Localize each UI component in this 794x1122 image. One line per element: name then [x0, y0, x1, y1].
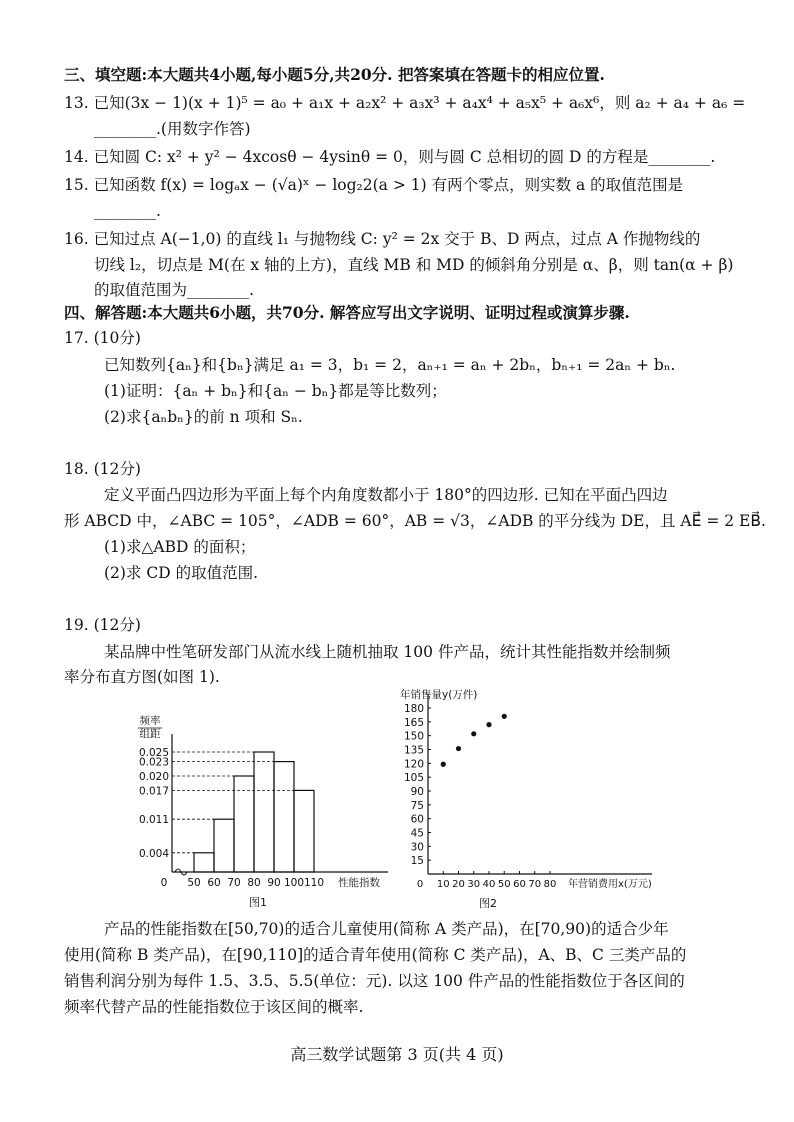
x-tick-label: 10 — [436, 879, 450, 890]
y-tick-label: 165 — [403, 716, 424, 729]
section-3-header: 三、填空题:本大题共4小题,每小题5分,共20分. 把答案填在答题卡的相应位置. — [64, 65, 605, 84]
y-tick-label: 105 — [403, 772, 424, 785]
question-18-header: 18. (12分) — [64, 460, 141, 478]
question-13: 13. 已知(3x − 1)(x + 1)⁵ = a₀ + a₁x + a₂x² + a₃x³ + a₄x⁴ + a₅x⁵ + a₆x⁶，则 a₂ + a₄ + a₆ = — [64, 94, 746, 112]
y-tick-label: 0.025 — [138, 747, 169, 759]
x-tick-label: 0 — [160, 877, 168, 889]
x-tick-label: 60 — [513, 879, 526, 890]
y-axis-label — [140, 714, 161, 740]
question-17-part-2: (2)求{aₙbₙ}的前 n 项和 Sₙ. — [104, 408, 303, 426]
question-17-header: 17. (10分) — [64, 329, 141, 347]
y-tick-label: 0.011 — [138, 814, 169, 827]
x-tick-label: 30 — [467, 879, 481, 890]
x-tick-label: 110 — [303, 877, 325, 889]
y-tick-label: 15 — [410, 855, 424, 868]
histogram-bar — [294, 790, 314, 872]
y-tick-label: 0.017 — [138, 785, 169, 798]
data-point — [441, 762, 446, 767]
y-tick-label: 45 — [410, 827, 424, 840]
question-18-body-1: 定义平面凸四边形为平面上每个内角度数都小于 180°的四边形. 已知在平面凸四边 — [104, 486, 668, 504]
histogram-bar — [254, 752, 274, 872]
question-16-line-2: 切线 l₂，切点是 M(在 x 轴的上方)，直线 MB 和 MD 的倾斜角分别是 α、β，则 tan(α + β) — [94, 256, 734, 274]
x-tick-label: 20 — [452, 879, 465, 890]
question-19-body-1: 某品牌中性笔研发部门从流水线上随机抽取 100 件产品，统计其性能指数并绘制频 — [104, 643, 671, 661]
x-tick-label: 70 — [227, 877, 241, 889]
x-tick-label: 80 — [543, 879, 557, 890]
x-tick-label: 80 — [247, 877, 261, 889]
x-tick-label: 0 — [416, 879, 424, 890]
histogram-figure-1 — [130, 712, 400, 912]
y-tick-label: 30 — [410, 841, 424, 854]
x-axis-label: 年营销费用x(万元) — [568, 879, 652, 890]
question-15-cont: ________. — [94, 202, 161, 220]
y-tick-label: 120 — [403, 758, 424, 771]
question-19-body-6: 频率代替产品的性能指数位于该区间的概率. — [64, 998, 364, 1016]
x-axis-label: 性能指数 — [338, 877, 380, 889]
question-16: 16. 已知过点 A(−1,0) 的直线 l₁ 与抛物线 C: y² = 2x 交于 B、D 两点，过点 A 作抛物线的 — [64, 230, 701, 248]
histogram-bar — [274, 762, 294, 872]
y-tick-label: 150 — [403, 730, 424, 743]
y-tick-label: 0.023 — [138, 756, 169, 769]
question-13-cont: ________.(用数字作答) — [94, 120, 251, 138]
y-axis-label-numerator: 频率 — [139, 715, 161, 727]
figure-2-caption: 图2 — [479, 897, 497, 910]
question-17-body: 已知数列{aₙ}和{bₙ}满足 a₁ = 3，b₁ = 2，aₙ₊₁ = aₙ + 2bₙ，bₙ₊₁ = 2aₙ + bₙ. — [104, 356, 676, 374]
histogram-bar — [194, 853, 214, 872]
question-18-part-2: (2)求 CD 的取值范围. — [104, 564, 259, 582]
y-tick-label: 60 — [410, 813, 424, 826]
y-axis-label-denominator: 组距 — [139, 728, 161, 740]
scatter-figure-2 — [380, 686, 680, 911]
data-point — [502, 714, 507, 719]
histogram-bar — [214, 819, 234, 872]
question-17-part-1: (1)证明：{aₙ + bₙ}和{aₙ − bₙ}都是等比数列； — [104, 382, 447, 400]
data-point — [471, 731, 476, 736]
question-18-body-2: 形 ABCD 中，∠ABC = 105°，∠ADB = 60°，AB = √3，∠ADB 的平分线为 DE，且 AE⃗ = 2 EB⃗. — [64, 512, 766, 530]
y-tick-label: 135 — [403, 744, 424, 757]
figure-1-caption: 图1 — [249, 896, 267, 909]
question-19-body-4: 使用(简称 B 类产品)，在[90,110]的适合青年使用(简称 C 类产品)，A、B、C 三类产品的 — [64, 946, 687, 964]
y-tick-label: 75 — [410, 799, 424, 812]
question-16-line-3: 的取值范围为________. — [94, 281, 254, 299]
y-tick-label: 0.004 — [138, 847, 169, 860]
x-tick-label: 50 — [187, 877, 201, 889]
question-15: 15. 已知函数 f(x) = logₐx − (√a)ˣ − log₂2(a > 1) 有两个零点，则实数 a 的取值范围是 — [64, 176, 684, 194]
y-tick-label: 180 — [403, 703, 424, 715]
section-4-header: 四、解答题:本大题共6小题，共70分. 解答应写出文字说明、证明过程或演算步骤. — [64, 303, 630, 322]
question-18-part-1: (1)求△ABD 的面积； — [104, 538, 256, 556]
question-19-body-2: 率分布直方图(如图 1). — [64, 668, 220, 686]
question-19-header: 19. (12分) — [64, 616, 141, 634]
y-tick-label: 0.020 — [138, 771, 169, 783]
x-tick-label: 50 — [497, 879, 511, 890]
question-19-body-5: 销售利润分别为每件 1.5、3.5、5.5(单位：元). 以这 100 件产品的性能指数位于各区间的 — [64, 972, 685, 990]
x-tick-label: 70 — [528, 879, 542, 890]
data-point — [456, 746, 461, 751]
x-tick-label: 90 — [267, 877, 281, 889]
x-tick-label: 60 — [207, 877, 221, 889]
data-point — [486, 722, 491, 727]
x-tick-label: 40 — [482, 879, 496, 890]
x-tick-label: 100 — [283, 877, 305, 889]
y-axis-label: 年销售量y(万件) — [400, 689, 478, 701]
page-footer: 高三数学试题第 3 页(共 4 页) — [290, 1045, 504, 1064]
question-14: 14. 已知圆 C: x² + y² − 4xcosθ − 4ysinθ = 0，则与圆 C 总相切的圆 D 的方程是________. — [64, 148, 716, 166]
y-tick-label: 90 — [410, 786, 424, 798]
question-19-body-3: 产品的性能指数在[50,70)的适合儿童使用(简称 A 类产品)，在[70,90)的适合少年 — [104, 920, 669, 938]
